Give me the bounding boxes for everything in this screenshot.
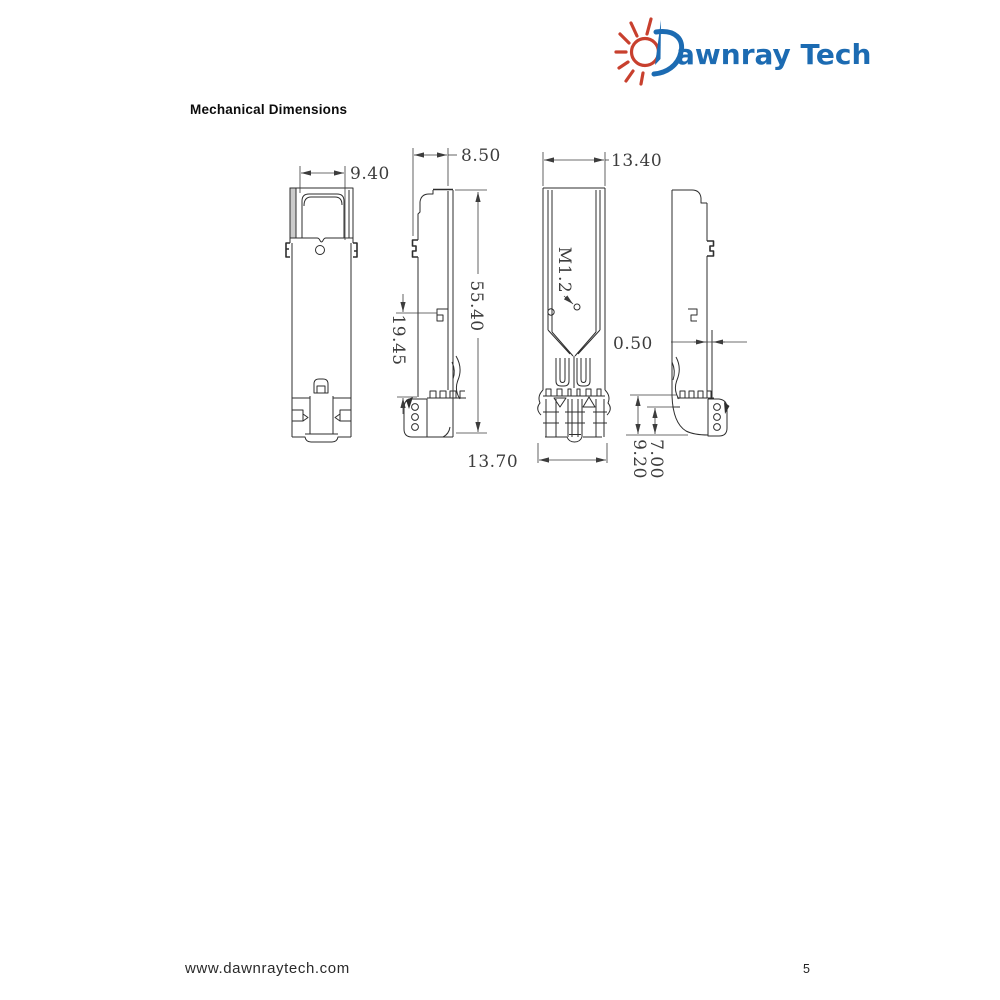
mechanical-drawing <box>270 130 760 490</box>
dim-length-label: 55.40 <box>466 280 486 332</box>
dim-wall-label: 0.50 <box>613 334 653 354</box>
logo-brand-text: awnray Tech <box>676 38 872 71</box>
dim-connector-width-label: 13.70 <box>467 452 519 472</box>
footer-website-url: www.dawnraytech.com <box>185 960 350 977</box>
dim-depth-label: 8.50 <box>461 146 501 166</box>
dim-bail-width-label: 9.40 <box>350 164 390 184</box>
dawnray-logo <box>614 14 871 92</box>
dim-screw-label: M1.2 <box>554 246 574 294</box>
dim-height-inner-label: 7.00 <box>646 439 666 479</box>
page-number: 5 <box>803 962 810 976</box>
view-bottom <box>538 151 662 442</box>
dim-body-width-label: 13.40 <box>611 151 663 171</box>
page-title: Mechanical Dimensions <box>190 102 348 117</box>
view-side-right <box>613 190 747 479</box>
dim-pin-offset-label: 19.45 <box>388 314 408 366</box>
dim-height-outer-label: 9.20 <box>629 439 649 479</box>
view-front <box>286 164 390 442</box>
